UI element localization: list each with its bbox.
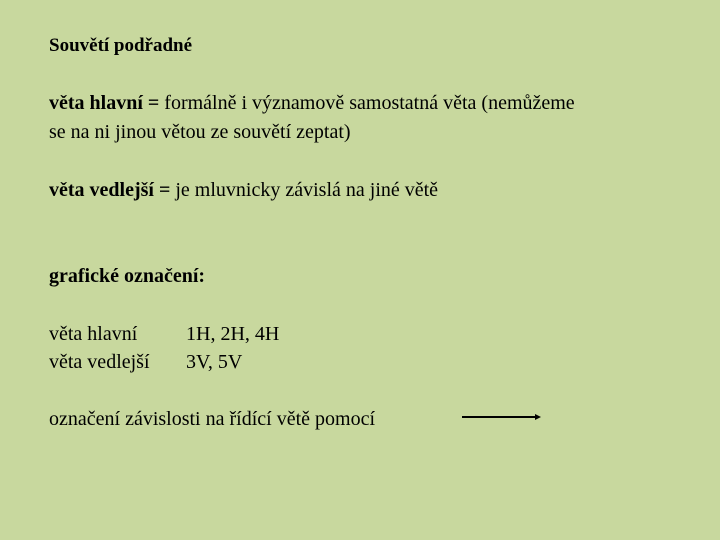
- term-vedlejsi: věta vedlejší =: [49, 179, 171, 201]
- definition-hlavni-line2: se na ni jinou větou ze souvětí zeptat): [49, 121, 351, 143]
- zavislost-text: označení závislosti na řídící větě pomocí: [49, 408, 375, 430]
- term-hlavni: věta hlavní =: [49, 92, 160, 114]
- oznaceni-label: věta hlavní: [49, 323, 138, 345]
- oznaceni-row-vedlejsi: [49, 350, 242, 374]
- right-arrow-icon: [462, 412, 542, 422]
- oznaceni-value: 3V, 5V: [186, 351, 243, 373]
- definition-hlavni-line1: formálně i významově samostatná věta (nemůžeme: [159, 92, 575, 114]
- definition-vedlejsi-text: je mluvnicky závislá na jiné větě: [170, 179, 439, 201]
- oznaceni-row-hlavni: [49, 322, 279, 346]
- slide-title: Souvětí podřadné: [49, 35, 193, 56]
- oznaceni-label: věta vedlejší: [49, 351, 150, 373]
- oznaceni-value: 1H, 2H, 4H: [186, 323, 280, 345]
- graficke-oznaceni-heading: grafické označení:: [49, 265, 206, 287]
- definition-vedlejsi: [49, 178, 438, 202]
- definition-hlavni: [49, 91, 575, 115]
